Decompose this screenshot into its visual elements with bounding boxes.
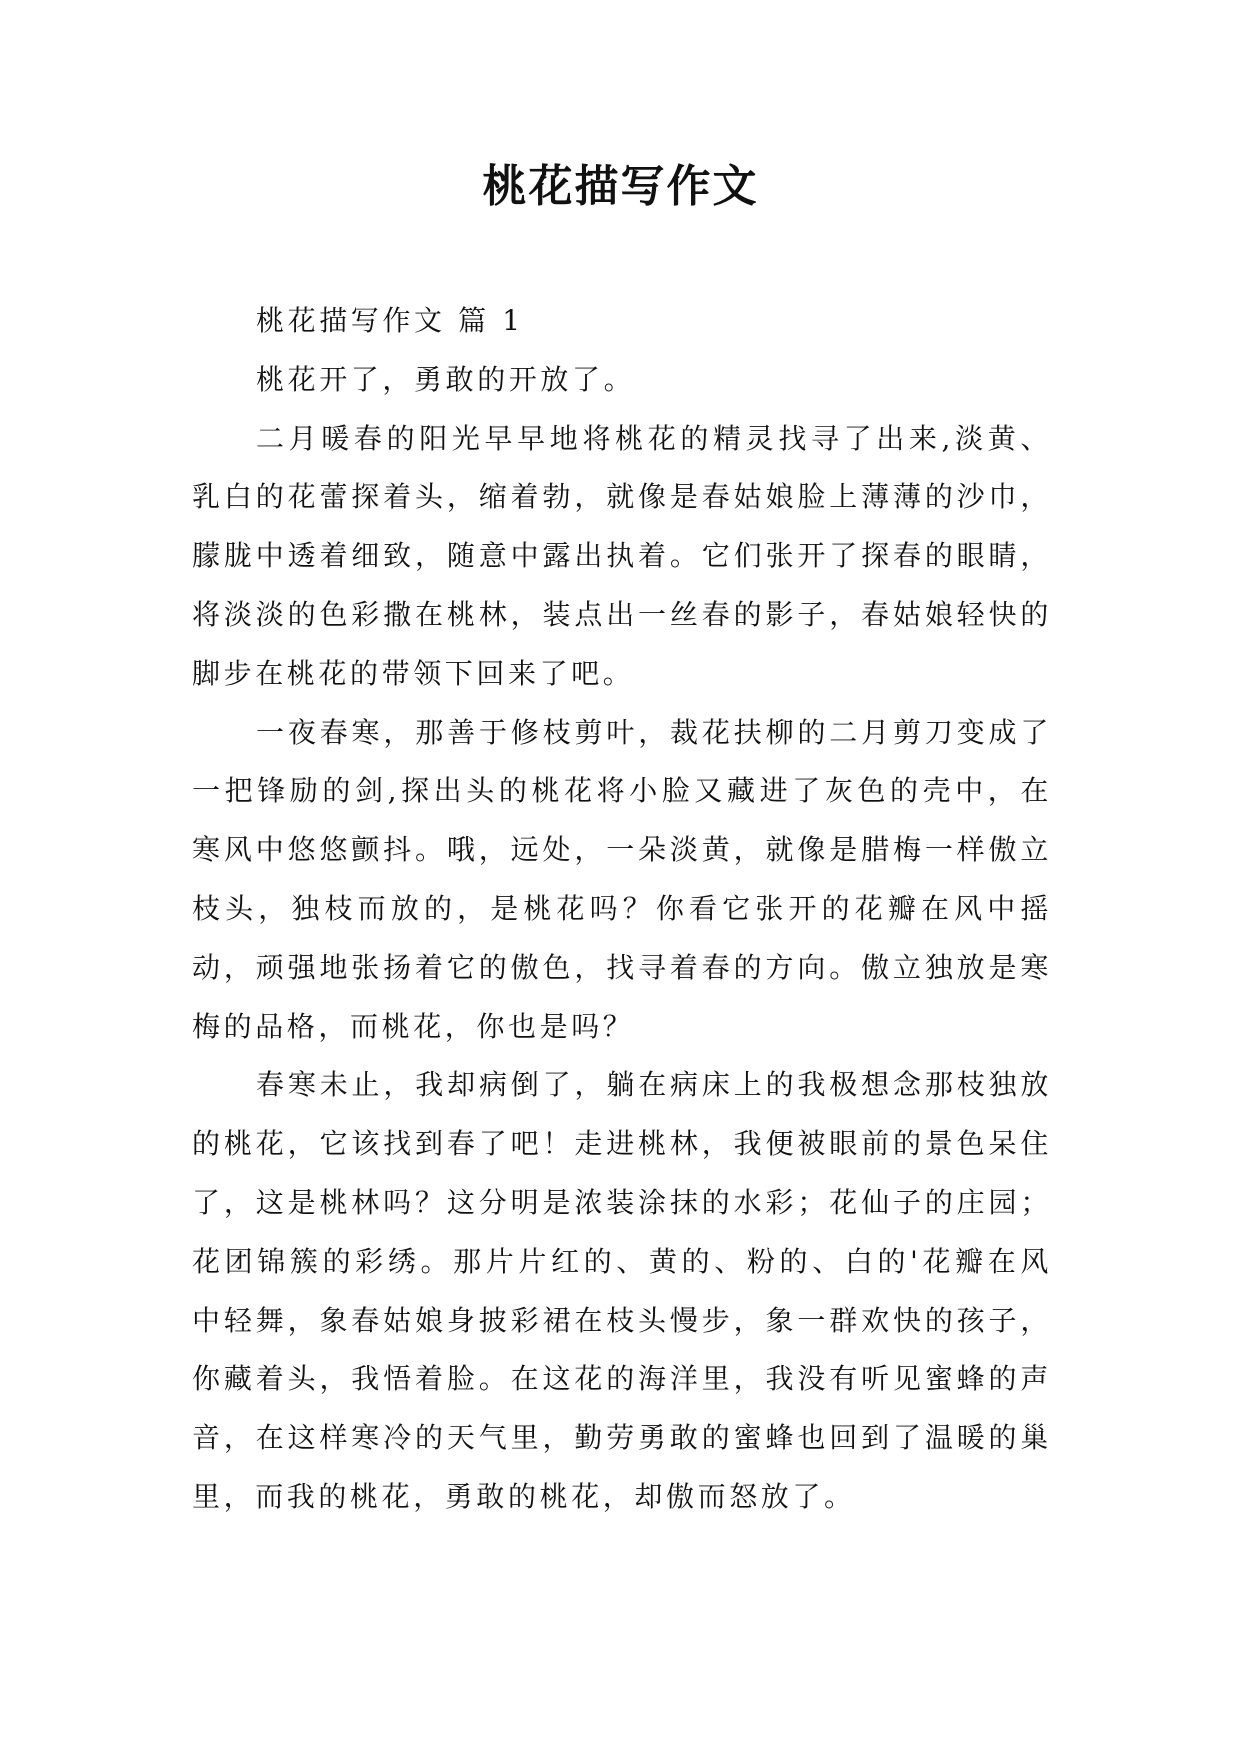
body-paragraph: 一夜春寒，那善于修枝剪叶，裁花扶柳的二月剪刀变成了一把锋励的剑,探出头的桃花将小脸又藏进了灰色的壳中，在寒风中悠悠颤抖。哦，远处，一朵淡黄，就像是腊梅一样傲立枝头，独枝而放的，是桃花吗？你看它张开的花瓣在风中摇动，顽强地张扬着它的傲色，找寻着春的方向。傲立独放是寒梅的品格，而桃花，你也是吗？ <box>192 715 1052 1043</box>
section-heading: 桃花描写作文 篇 1 <box>256 304 524 337</box>
document-body <box>192 292 1052 1527</box>
body-paragraph: 春寒未止，我却病倒了，躺在病床上的我极想念那枝独放的桃花，它该找到春了吧！走进桃林，我便被眼前的景色呆住了，这是桃林吗？这分明是浓装涂抹的水彩；花仙子的庄园；花团锦簇的彩绣。那片片红的、黄的、粉的、白的'花瓣在风中轻舞，象春姑娘身披彩裙在枝头慢步，象一群欢快的孩子，你藏着头，我悟着脸。在这花的海洋里，我没有听见蜜蜂的声音，在这样寒冷的天气里，勤劳勇敢的蜜蜂也回到了温暖的巢里，而我的桃花，勇敢的桃花，却傲而怒放了。 <box>192 1068 1052 1513</box>
body-paragraph: 二月暖春的阳光早早地将桃花的精灵找寻了出来,淡黄、乳白的花蕾探着头，缩着勃，就像是春姑娘脸上薄薄的沙巾，朦胧中透着细致，随意中露出执着。它们张开了探春的眼睛，将淡淡的色彩撒在桃林，装点出一丝春的影子，春姑娘轻快的脚步在桃花的带领下回来了吧。 <box>192 421 1052 690</box>
body-paragraph: 桃花开了，勇敢的开放了。 <box>256 362 636 396</box>
document-title: 桃花描写作文 <box>482 161 759 212</box>
